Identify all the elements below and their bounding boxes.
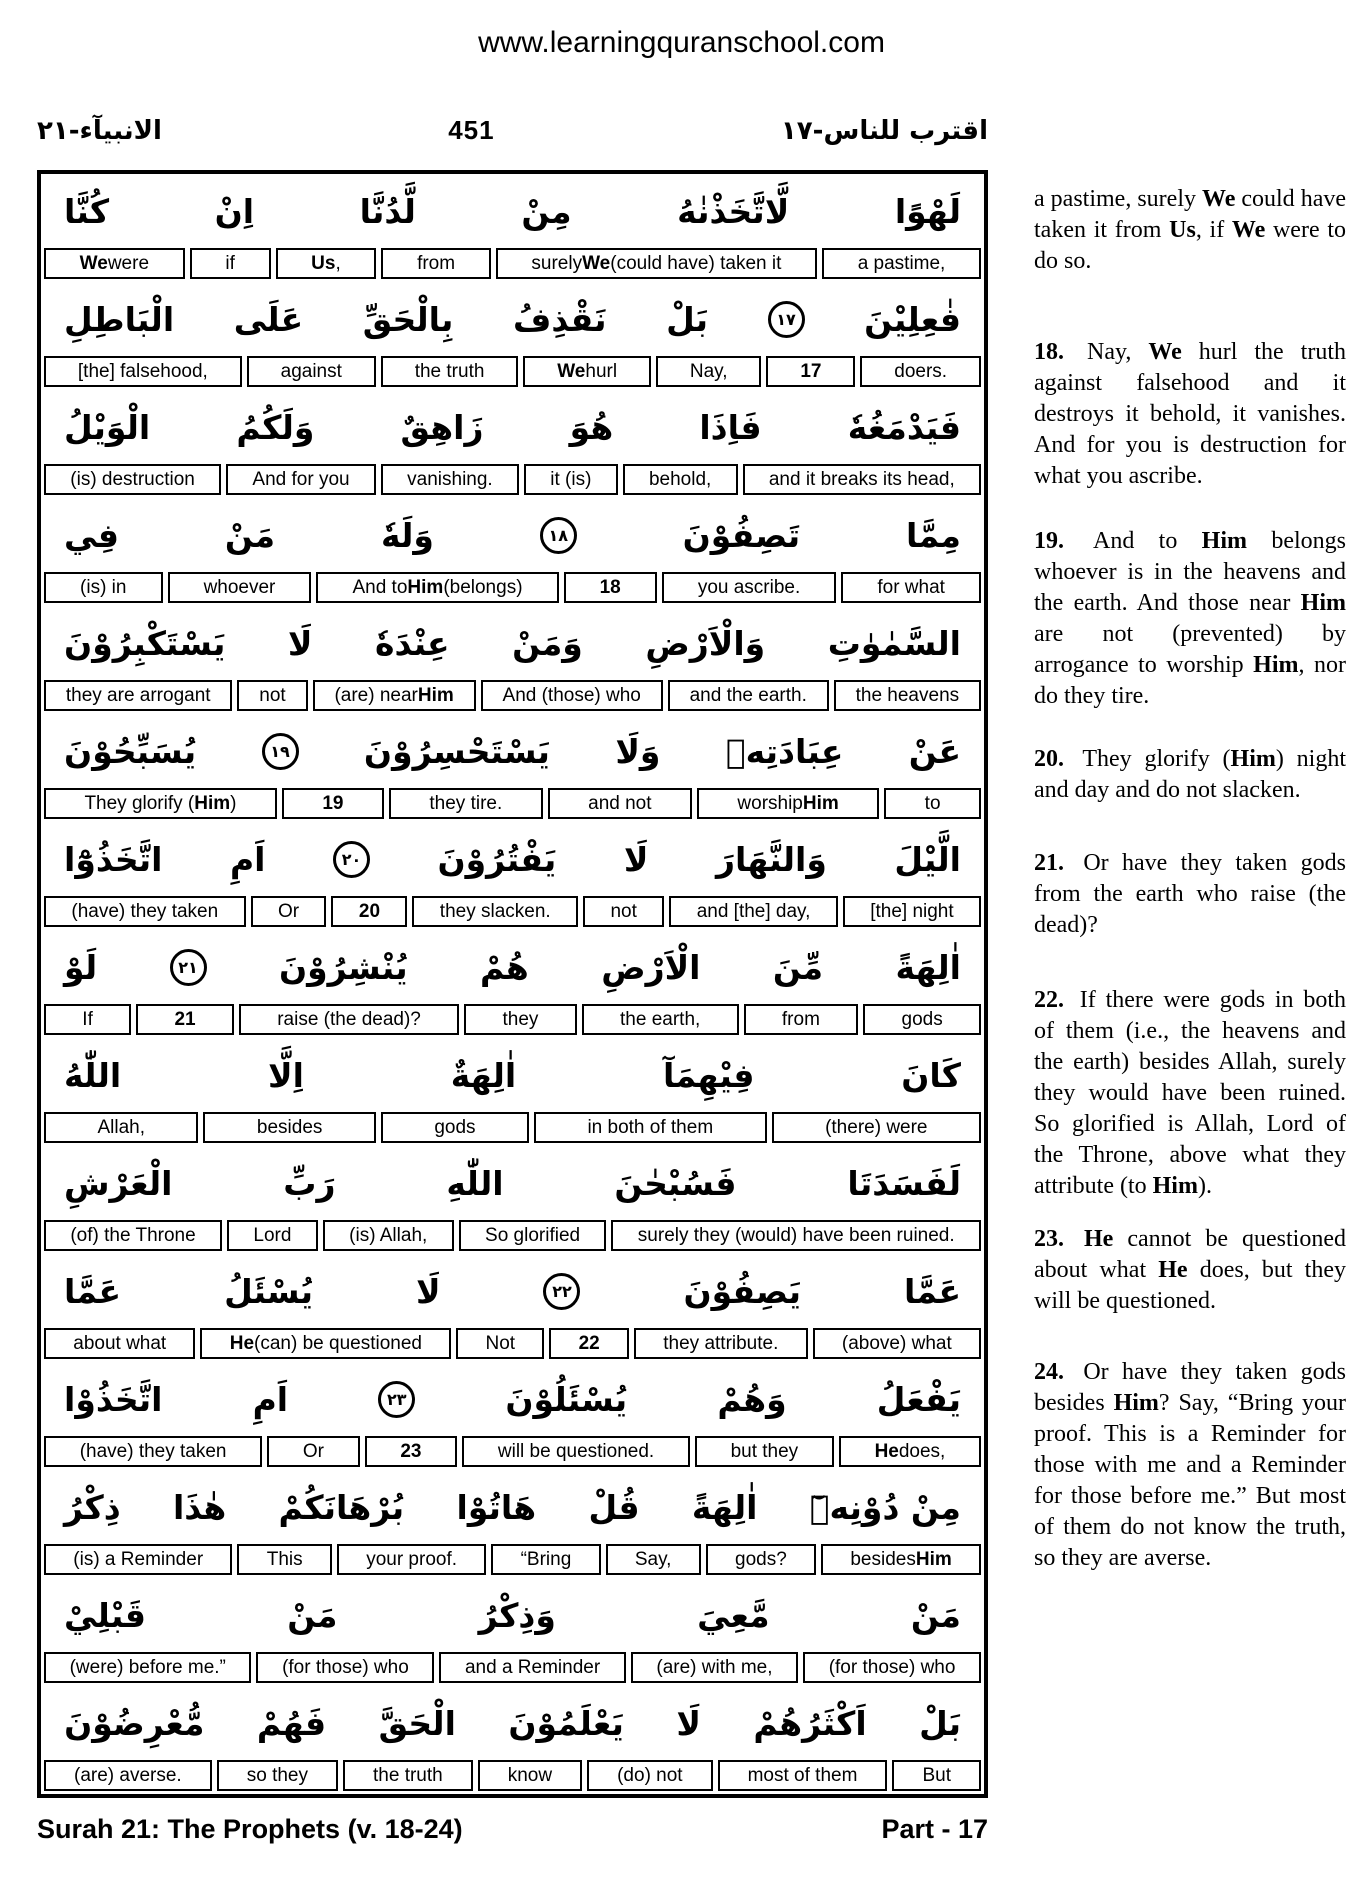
word-translation-cell: you ascribe. — [662, 572, 837, 603]
word-translation-cell: We hurl — [523, 356, 651, 387]
arabic-word: يَفْعَلُ — [876, 1379, 961, 1419]
word-translation-cell: Not — [456, 1328, 544, 1359]
arabic-row — [44, 1038, 981, 1112]
word-translation-cell: But — [892, 1760, 981, 1791]
arabic-word: مِنْ دُوْنِهٖٓ — [809, 1487, 961, 1527]
word-translation-cell: besides Him — [821, 1544, 981, 1575]
arabic-word: اَكْثَرُهُمْ — [753, 1703, 867, 1743]
arabic-word: بِالْحَقِّ — [362, 299, 454, 339]
arabic-word: بَلْ — [666, 299, 708, 339]
arabic-word: هَاتُوْا — [456, 1487, 537, 1527]
arabic-row — [44, 1146, 981, 1220]
verse-translation: 18. Nay, We hurl the truth against falsehood and it destroys it behold, it vanishes. And for you is destruction for what you ascribe. — [1034, 339, 1346, 489]
word-translation-cell: the heavens — [834, 680, 981, 711]
arabic-row — [44, 174, 981, 248]
arabic-word: فَسُبْحٰنَ — [614, 1163, 737, 1203]
verse-translation: 20. They glorify (Him) night and day and do not slacken. — [1034, 746, 1346, 803]
word-translation-cell: and the earth. — [668, 680, 829, 711]
arabic-word: رَبِّ — [283, 1163, 336, 1203]
word-translation-cell: know — [478, 1760, 582, 1791]
arabic-word: كُنَّا — [64, 191, 110, 231]
page-header — [37, 100, 988, 146]
verse-number-circle: ٢٠ — [333, 841, 370, 878]
arabic-word: يُسْئَلُ — [224, 1271, 313, 1311]
word-translation-cell: We were — [44, 248, 185, 279]
arabic-word: الْاَرْضِ — [601, 947, 701, 987]
word-translation-cell: [the] night — [843, 896, 981, 927]
word-translation-cell: worship Him — [697, 788, 879, 819]
word-translation-cell: besides — [203, 1112, 375, 1143]
word-translation-cell: (have) they taken — [44, 896, 246, 927]
word-translation-cell: it (is) — [524, 464, 618, 495]
arabic-word: يَصِفُوْنَ — [683, 1271, 801, 1311]
juz-name-arabic: اقترب للناس-١٧ — [780, 116, 988, 146]
arabic-word: يُسْئَلُوْنَ — [505, 1379, 628, 1419]
word-translation-cell: (for those) who — [803, 1652, 981, 1683]
word-translation-cell: 21 — [136, 1004, 234, 1035]
word-translation-cell: not — [237, 680, 307, 711]
arabic-word: يَسْتَحْسِرُوْنَ — [363, 731, 550, 771]
word-translation-cell: to — [884, 788, 981, 819]
arabic-word: زَاهِقٌ — [400, 407, 484, 447]
word-translation-cell: (is) a Reminder — [44, 1544, 232, 1575]
arabic-word: وَلَهٗ — [380, 515, 434, 555]
word-translation-cell: 18 — [564, 572, 657, 603]
word-translation-cell: “Bring — [491, 1544, 600, 1575]
site-url: www.learningquranschool.com — [478, 26, 885, 59]
word-translation-cell: Nay, — [656, 356, 761, 387]
word-translation-row — [44, 572, 981, 603]
word-translation-cell: the truth — [343, 1760, 473, 1791]
verse-number-circle: ١٩ — [262, 733, 299, 770]
arabic-word: الَّيْلَ — [894, 839, 961, 879]
page-footer — [37, 1814, 988, 1845]
word-translation-cell: the truth — [381, 356, 519, 387]
word-translation-cell: most of them — [718, 1760, 888, 1791]
word-translation-cell: from — [744, 1004, 859, 1035]
word-translation-cell: (for those) who — [256, 1652, 434, 1683]
arabic-word: عَنْ — [908, 731, 961, 771]
arabic-word: فَاِذَا — [699, 407, 762, 447]
arabic-word: قُلْ — [588, 1487, 640, 1527]
arabic-row — [44, 606, 981, 680]
word-translation-cell: from — [381, 248, 490, 279]
word-translation-cell: Or — [267, 1436, 359, 1467]
word-translation-cell: but they — [695, 1436, 834, 1467]
arabic-word: عَمَّا — [903, 1271, 961, 1311]
word-translation-cell: so they — [217, 1760, 338, 1791]
word-translation-cell: for what — [841, 572, 981, 603]
word-translation-cell: doers. — [860, 356, 981, 387]
word-translation-row — [44, 1544, 981, 1575]
word-translation-cell: He (can) be questioned — [200, 1328, 451, 1359]
verse-number: 24. — [1034, 1359, 1064, 1385]
word-translation-cell: they — [464, 1004, 577, 1035]
word-translation-cell: and not — [548, 788, 692, 819]
verse-number-circle: ٢١ — [170, 949, 207, 986]
verse-number-circle: ١٨ — [540, 517, 577, 554]
word-translation-cell: behold, — [623, 464, 738, 495]
arabic-word: لَهْوًا — [894, 191, 961, 231]
arabic-row — [44, 930, 981, 1004]
arabic-word: مَنْ — [224, 515, 276, 555]
word-translation-cell: if — [190, 248, 271, 279]
word-translation-cell: (there) were — [772, 1112, 981, 1143]
footer-surah-label: Surah 21: The Prophets (v. 18-24) — [37, 1814, 463, 1844]
arabic-word: عِبَادَتِهٖ — [725, 731, 844, 771]
arabic-word: وَلَا — [615, 731, 661, 771]
word-translation-cell: (of) the Throne — [44, 1220, 222, 1251]
word-translation-cell: whoever — [168, 572, 312, 603]
word-translation-row — [44, 248, 981, 279]
word-translation-cell: against — [247, 356, 376, 387]
arabic-word: اَمِ — [229, 839, 266, 879]
word-translation-cell: your proof. — [337, 1544, 486, 1575]
arabic-word: هٰذَا — [172, 1487, 227, 1527]
verse-number-circle: ٢٣ — [378, 1381, 415, 1418]
word-translation-row — [44, 1004, 981, 1035]
word-translation-cell: 19 — [282, 788, 384, 819]
verse-translation: 24. Or have they taken gods besides Him? Say, “Bring your proof. This is a Reminder for those with me and a Reminder for those before me.” But most of them do not know the truth, so they are averse. — [1034, 1359, 1347, 1571]
verse-translation: 22. If there were gods in both of them (i.e., the heavens and the earth) besides Allah, surely they would have been ruined. So glorified is Allah, Lord of the Throne, above what they attribute (to Him). — [1034, 987, 1346, 1199]
page-number: 451 — [448, 115, 495, 145]
arabic-word: فِيْهِمَآ — [663, 1055, 755, 1095]
arabic-word: فَيَدْمَغُهٗ — [847, 407, 961, 447]
arabic-word: تَصِفُوْنَ — [682, 515, 801, 555]
arabic-row — [44, 282, 981, 356]
word-translation-cell: and a Reminder — [439, 1652, 625, 1683]
verse-translation: 23. He cannot be questioned about what He does, but they will be questioned. — [1034, 1226, 1346, 1314]
verse-number: 19. — [1034, 528, 1064, 554]
arabic-word: الْحَقَّ — [378, 1703, 456, 1743]
verse-number: 22. — [1034, 987, 1064, 1013]
arabic-word: اِلَّا — [268, 1055, 304, 1095]
word-translation-cell: about what — [44, 1328, 195, 1359]
verse-translation: 19. And to Him belongs whoever is in the heavens and the earth. And those near Him are not (prevented) by arrogance to worship Him, nor do they tire. — [1034, 528, 1346, 709]
word-translation-cell: a pastime, — [822, 248, 981, 279]
arabic-word: اللّٰهُ — [64, 1055, 122, 1095]
word-translation-row — [44, 1760, 981, 1791]
verse-number: 23. — [1034, 1226, 1064, 1252]
arabic-word: اتَّخَذُوْٓا — [64, 839, 163, 879]
word-translation-cell: (above) what — [813, 1328, 981, 1359]
word-translation-row — [44, 464, 981, 495]
arabic-word: نَقْذِفُ — [512, 299, 607, 339]
word-translation-row — [44, 1328, 981, 1359]
arabic-word: مِنْ — [521, 191, 572, 231]
word-translation-cell: And (those) who — [481, 680, 663, 711]
arabic-row — [44, 714, 981, 788]
word-translation-cell: they are arrogant — [44, 680, 232, 711]
arabic-word: عَلَى — [233, 299, 304, 339]
word-translation-cell: (are) near Him — [313, 680, 476, 711]
arabic-word: اتَّخَذُوْا — [64, 1379, 163, 1419]
arabic-word: لَفَسَدَتَا — [847, 1163, 961, 1203]
arabic-word: لَّاتَّخَذْنٰهُ — [677, 191, 790, 231]
word-translation-cell: Or — [251, 896, 327, 927]
arabic-word: عَمَّا — [64, 1271, 122, 1311]
arabic-word: مِّنَ — [772, 947, 824, 987]
arabic-word: يُنْشِرُوْنَ — [278, 947, 408, 987]
word-translation-cell: (is) Allah, — [323, 1220, 454, 1251]
arabic-word: لَا — [623, 839, 649, 879]
arabic-word: عِنْدَهٗ — [375, 623, 450, 663]
surah-name-arabic: الانبيآء-٢١ — [37, 116, 162, 146]
word-translation-row — [44, 1436, 981, 1467]
arabic-word: ذِكْرُ — [64, 1487, 121, 1527]
arabic-word: مِمَّا — [906, 515, 961, 555]
word-translation-cell: Allah, — [44, 1112, 198, 1143]
arabic-row — [44, 1686, 981, 1760]
word-translation-cell: (are) averse. — [44, 1760, 212, 1791]
word-translation-cell: in both of them — [534, 1112, 767, 1143]
verse-number: 21. — [1034, 850, 1064, 876]
arabic-row — [44, 1254, 981, 1328]
word-translation-cell: And to Him (belongs) — [316, 572, 558, 603]
arabic-row — [44, 390, 981, 464]
word-translation-cell: 20 — [331, 896, 407, 927]
word-translation-cell: (were) before me.” — [44, 1652, 251, 1683]
word-translation-cell: (is) destruction — [44, 464, 221, 495]
arabic-word: وَالنَّهَارَ — [715, 839, 827, 879]
verse-number: 18. — [1034, 339, 1064, 365]
arabic-word: الْوَيْلُ — [64, 407, 151, 447]
word-translation-cell: gods? — [706, 1544, 816, 1575]
word-translation-row — [44, 896, 981, 927]
arabic-word: مَنْ — [910, 1595, 961, 1635]
arabic-word: وَذِكْرُ — [478, 1595, 556, 1635]
word-translation-cell: This — [237, 1544, 331, 1575]
arabic-row — [44, 822, 981, 896]
arabic-word: اَمِ — [252, 1379, 289, 1419]
word-translation-cell: (do) not — [587, 1760, 713, 1791]
word-translation-row — [44, 680, 981, 711]
footer-part-label: Part - 17 — [881, 1814, 988, 1844]
word-translation-cell: gods — [863, 1004, 981, 1035]
arabic-row — [44, 498, 981, 572]
arabic-word: الْعَرْشِ — [64, 1163, 173, 1203]
arabic-word: هُوَ — [569, 407, 614, 447]
word-translation-cell: [the] falsehood, — [44, 356, 242, 387]
arabic-row — [44, 1470, 981, 1544]
arabic-word: لَّدُنَّا — [359, 191, 416, 231]
arabic-word: بَلْ — [919, 1703, 961, 1743]
word-translation-cell: 22 — [549, 1328, 629, 1359]
arabic-row — [44, 1578, 981, 1652]
word-translation-cell: not — [583, 896, 664, 927]
word-translation-cell: vanishing. — [381, 464, 519, 495]
arabic-word: السَّمٰوٰتِ — [827, 623, 961, 663]
arabic-word: فٰعِلِيْنَ — [864, 299, 961, 339]
arabic-word: لَا — [287, 623, 313, 663]
verse-number: 20. — [1034, 746, 1064, 772]
word-translation-cell: Lord — [227, 1220, 318, 1251]
word-translation-cell: Say, — [606, 1544, 701, 1575]
word-translation-cell: the earth, — [582, 1004, 739, 1035]
arabic-word: اٰلِهَةً — [691, 1487, 758, 1527]
word-translation-cell: And for you — [226, 464, 376, 495]
word-translation-row — [44, 1652, 981, 1683]
arabic-word: اِنْ — [214, 191, 255, 231]
arabic-word: وَمَنْ — [512, 623, 583, 663]
arabic-word: لَا — [676, 1703, 701, 1743]
arabic-word: الْبَاطِلِ — [64, 299, 175, 339]
arabic-word: مُّعْرِضُوْنَ — [64, 1703, 205, 1743]
word-translation-cell: surely We (could have) taken it — [496, 248, 817, 279]
verse-translation: a pastime, surely We could have taken it from Us, if We were to do so. — [1034, 186, 1347, 274]
arabic-row — [44, 1362, 981, 1436]
word-translation-cell: gods — [381, 1112, 529, 1143]
arabic-word: يَفْتُرُوْنَ — [437, 839, 557, 879]
arabic-word: وَهُمْ — [717, 1379, 787, 1419]
arabic-word: وَلَكُمُ — [236, 407, 315, 447]
arabic-word: قَبْلِيْ — [64, 1595, 146, 1635]
main-content — [37, 170, 1363, 1798]
arabic-word: فَهُمْ — [256, 1703, 327, 1743]
verse-translation: 21. Or have they taken gods from the earth who raise (the dead)? — [1034, 850, 1346, 938]
word-translation-row — [44, 788, 981, 819]
word-translation-cell: (are) with me, — [631, 1652, 798, 1683]
word-translation-cell: they attribute. — [634, 1328, 808, 1359]
word-translation-cell: and [the] day, — [669, 896, 838, 927]
arabic-word: يَعْلَمُوْنَ — [508, 1703, 624, 1743]
arabic-word: لَا — [415, 1271, 441, 1311]
arabic-word: يَسْتَكْبِرُوْنَ — [64, 623, 226, 663]
arabic-word: اٰلِهَةً — [895, 947, 961, 987]
arabic-word: اٰلِهَةٌ — [450, 1055, 517, 1095]
word-translation-cell: They glorify ( Him ) — [44, 788, 277, 819]
arabic-word: لَوْ — [64, 947, 98, 987]
arabic-word: بُرْهَانَكُمْ — [278, 1487, 405, 1527]
word-translation-cell: they tire. — [389, 788, 543, 819]
arabic-word: كَانَ — [901, 1055, 961, 1095]
word-translation-row — [44, 356, 981, 387]
translation-column — [1034, 170, 1346, 1574]
word-translation-cell: raise (the dead)? — [239, 1004, 459, 1035]
word-translation-cell: 17 — [766, 356, 855, 387]
word-translation-cell: Us , — [276, 248, 377, 279]
word-translation-cell: If — [44, 1004, 131, 1035]
word-translation-cell: So glorified — [459, 1220, 607, 1251]
verse-number-circle: ١٧ — [768, 301, 805, 338]
verse-number-circle: ٢٢ — [543, 1273, 580, 1310]
word-translation-cell: will be questioned. — [462, 1436, 690, 1467]
word-translation-cell: 23 — [365, 1436, 458, 1467]
word-translation-cell: and it breaks its head, — [743, 464, 981, 495]
word-translation-cell: He does, — [839, 1436, 981, 1467]
word-translation-cell: (is) in — [44, 572, 163, 603]
word-translation-cell: (have) they taken — [44, 1436, 262, 1467]
arabic-word: اللّٰهِ — [446, 1163, 504, 1203]
arabic-word: هُمْ — [480, 947, 529, 987]
word-grid — [37, 170, 988, 1798]
word-translation-row — [44, 1220, 981, 1251]
arabic-word: مَّعِيَ — [697, 1595, 770, 1635]
arabic-word: يُسَبِّحُوْنَ — [64, 731, 197, 771]
arabic-word: فِي — [64, 515, 120, 555]
word-translation-row — [44, 1112, 981, 1143]
word-translation-cell: they slacken. — [412, 896, 578, 927]
arabic-word: مَنْ — [287, 1595, 338, 1635]
word-translation-cell: surely they (would) have been ruined. — [611, 1220, 981, 1251]
arabic-word: وَالْاَرْضِ — [645, 623, 766, 663]
